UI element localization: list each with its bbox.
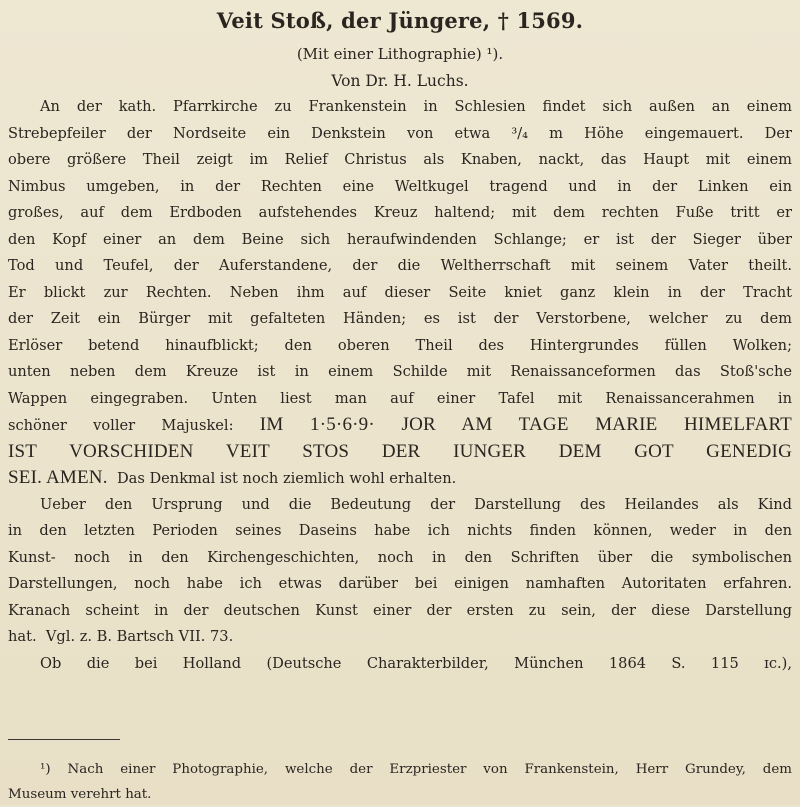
footnote-divider bbox=[8, 739, 120, 740]
article-title: Veit Stoß, der Jüngere, † 1569. bbox=[216, 8, 584, 33]
footnote-line: ¹) Nach einer Photographie, welche der Erzpriester von Frankenstein, Herr Grundey, dem bbox=[40, 762, 792, 777]
article-subtitle: (Mit einer Lithographie) ¹). bbox=[296, 45, 504, 63]
inscription-text: IM 1·5·6·9· JOR AM TAGE MARIE HIMELFART bbox=[259, 414, 792, 435]
paragraph-line: An der kath. Pfarrkirche zu Frankenstein in Schlesien findet sich außen an einem bbox=[40, 98, 792, 115]
paragraph-last-line bbox=[8, 624, 792, 651]
inscription-closing-line bbox=[8, 465, 792, 492]
paragraph-line: Kunst- noch in den Kirchengeschichten, noch in den Schriften über die symbolischen bbox=[8, 548, 792, 566]
paragraph-line: Wappen eingegraben. Unten liest man auf einer Tafel mit Renaissancerahmen in bbox=[8, 389, 792, 407]
paragraph-line: Erlöser betend hinaufblickt; den oberen Theil des Hintergrundes füllen Wolken; bbox=[8, 336, 792, 354]
article-author: Von Dr. H. Luchs. bbox=[331, 72, 469, 90]
paragraph-last-lead: hat. bbox=[8, 628, 37, 645]
inscription-line bbox=[8, 412, 792, 439]
paragraph-line: unten neben dem Kreuze ist in einem Schilde mit Renaissanceformen das Stoß'sche bbox=[8, 363, 792, 380]
paragraph-line: Ueber den Ursprung und die Bedeutung der Darstellung des Heilandes als Kind bbox=[40, 495, 792, 513]
paragraph-line: Strebepfeiler der Nordseite ein Denkstein von etwa ³/₄ m Höhe eingemauert. Der bbox=[8, 124, 792, 142]
paragraph-closing: Das Denkmal ist noch ziemlich wohl erhalten. bbox=[116, 470, 457, 487]
inscription-lead: schöner voller Majuskel: bbox=[8, 417, 234, 434]
inscription-text: IST VORSCHIDEN VEIT STOS DER IUNGER DEM GOT GENEDIG bbox=[8, 440, 792, 462]
footnote-block bbox=[8, 757, 792, 807]
paragraph-line: Ob die bei Holland (Deutsche Charakterbilder, München 1864 S. 115 ɪc.), bbox=[40, 654, 792, 672]
paragraph-line: der Zeit ein Bürger mit gefalteten Händen; es ist der Verstorbene, welcher zu dem bbox=[8, 310, 792, 327]
bartsch-reference: Vgl. z. B. Bartsch VII. 73. bbox=[45, 628, 234, 645]
paragraph-line: Er blickt zur Rechten. Neben ihm auf dieser Seite kniet ganz klein in der Tracht bbox=[8, 283, 792, 301]
footnote-line: Museum verehrt hat. bbox=[8, 787, 152, 802]
paragraph-line: Tod und Teufel, der Auferstandene, der die Weltherrschaft mit seinem Vater theilt. bbox=[8, 257, 792, 274]
paragraph-line: Darstellungen, noch habe ich etwas darüber bei einigen namhaften Autoritaten erfahren. bbox=[8, 575, 792, 592]
paragraph-line: obere größere Theil zeigt im Relief Christus als Knaben, nackt, das Haupt mit einem bbox=[8, 151, 792, 168]
inscription-end: SEI. AMEN. bbox=[8, 467, 108, 488]
paragraph-line: den Kopf einer an dem Beine sich heraufwindenden Schlange; er ist der Sieger über bbox=[8, 230, 792, 248]
paragraph-line: Nimbus umgeben, in der Rechten eine Weltkugel tragend und in der Linken ein bbox=[8, 177, 792, 195]
paragraph-line: in den letzten Perioden seines Daseins habe ich nichts finden können, weder in den bbox=[8, 522, 792, 539]
article-body bbox=[8, 94, 792, 677]
paragraph-line: großes, auf dem Erdboden aufstehendes Kreuz haltend; mit dem rechten Fuße tritt er bbox=[8, 204, 792, 221]
paragraph-line: Kranach scheint in der deutschen Kunst einer der ersten zu sein, der diese Darstellung bbox=[8, 601, 792, 619]
